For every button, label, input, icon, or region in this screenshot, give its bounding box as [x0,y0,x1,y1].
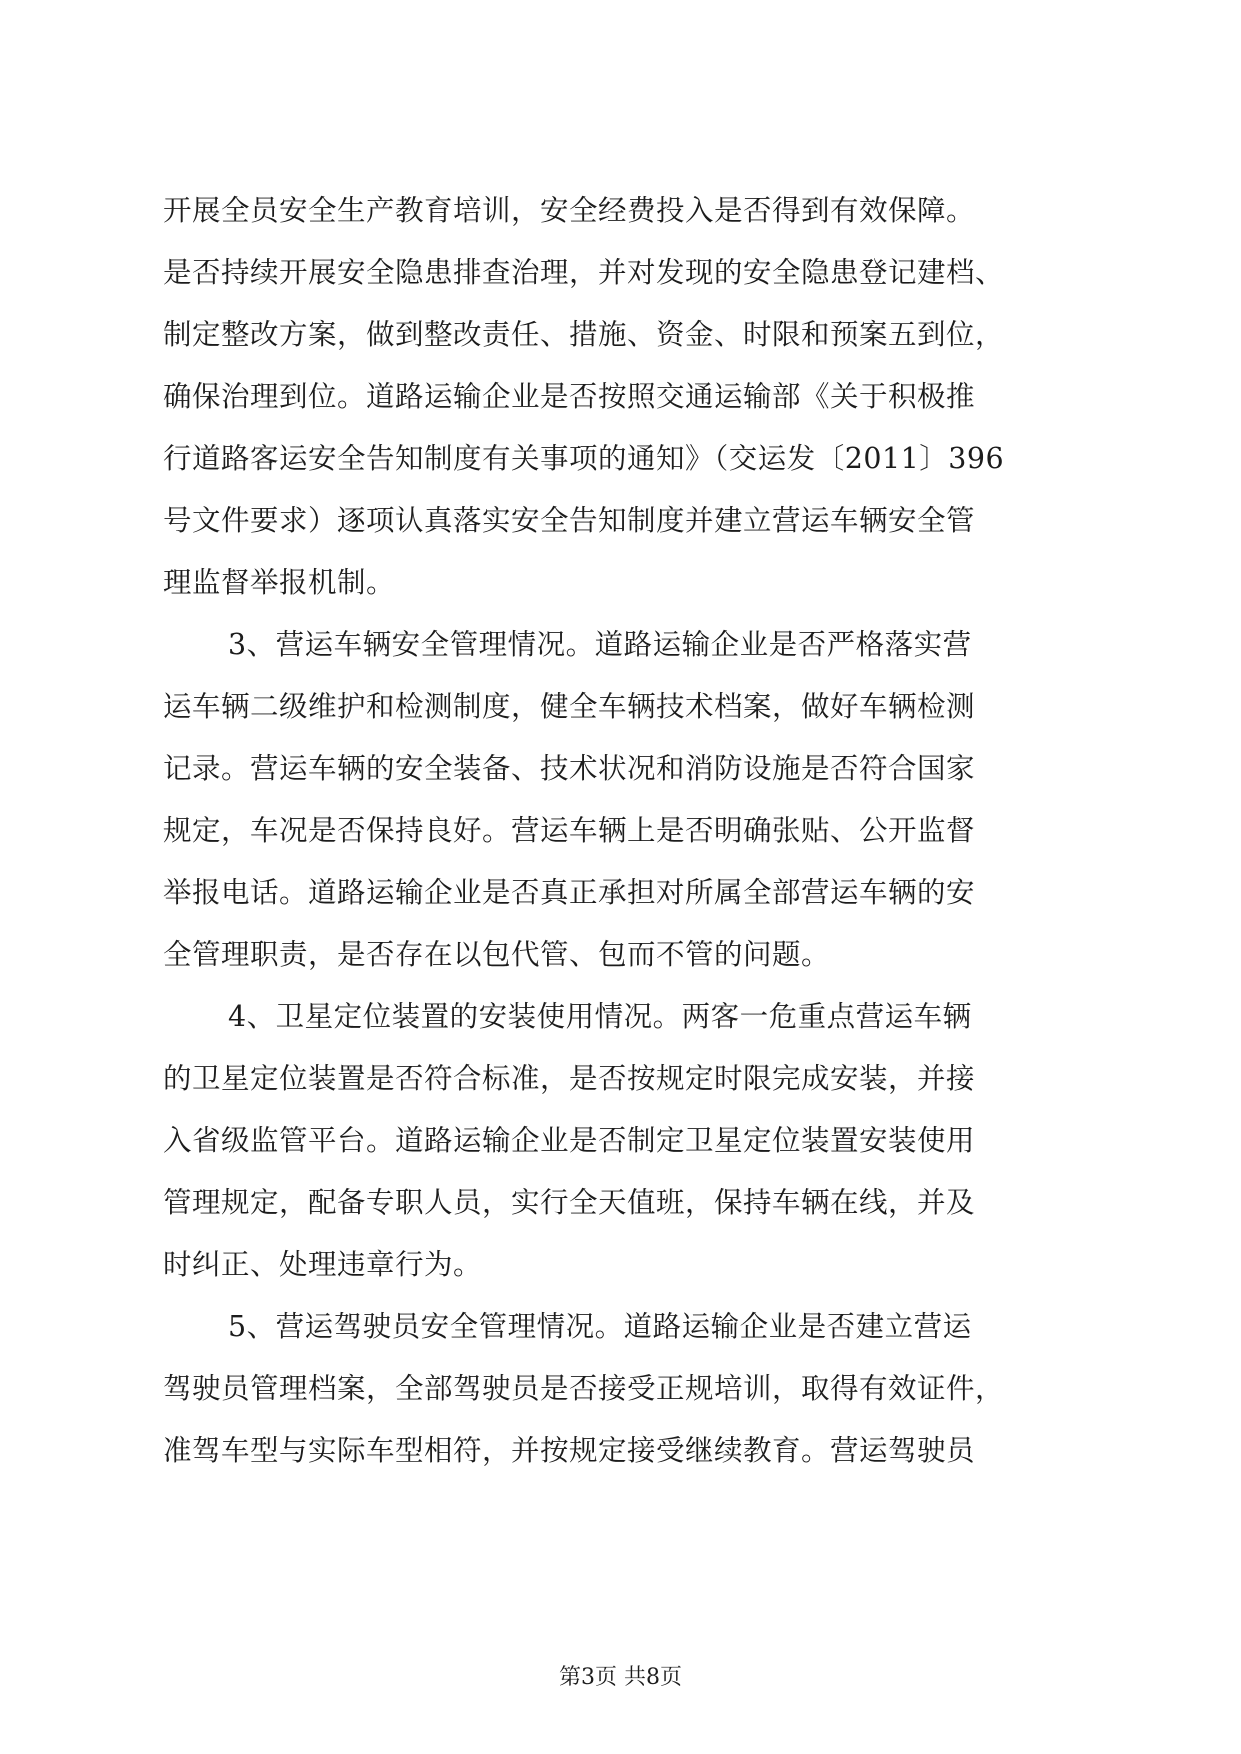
text-line: 4、卫星定位装置的安装使用情况。两客一危重点营运车辆 [228,1000,972,1033]
text-line: 入省级监管平台。道路运输企业是否制定卫星定位装置安装使用 [163,1124,976,1157]
text-line: 是否持续开展安全隐患排查治理，并对发现的安全隐患登记建档、 [163,256,1005,289]
text-line: 准驾车型与实际车型相符，并按规定接受继续教育。营运驾驶员 [163,1434,976,1467]
text-line: 记录。营运车辆的安全装备、技术状况和消防设施是否符合国家 [163,752,976,785]
page-number-footer: 第3页 共8页 [559,1665,682,1690]
text-line: 理监督举报机制。 [163,566,396,599]
text-line: 5、营运驾驶员安全管理情况。道路运输企业是否建立营运 [228,1310,972,1343]
text-line: 时纠正、处理违章行为。 [163,1248,483,1281]
text-line: 行道路客运安全告知制度有关事项的通知》（交运发〔2011〕396 [163,442,1005,475]
text-line: 的卫星定位装置是否符合标准，是否按规定时限完成安装，并接 [163,1062,976,1095]
text-line: 管理规定，配备专职人员，实行全天值班，保持车辆在线，并及 [163,1186,976,1219]
text-line: 全管理职责，是否存在以包代管、包而不管的问题。 [163,938,831,971]
text-line: 号文件要求）逐项认真落实安全告知制度并建立营运车辆安全管 [163,504,976,537]
text-line: 运车辆二级维护和检测制度，健全车辆技术档案，做好车辆检测 [163,690,976,723]
text-line: 制定整改方案，做到整改责任、措施、资金、时限和预案五到位， [163,318,1005,351]
text-line: 规定，车况是否保持良好。营运车辆上是否明确张贴、公开监督 [163,814,976,847]
text-line: 开展全员安全生产教育培训，安全经费投入是否得到有效保障。 [163,194,976,227]
text-line: 举报电话。道路运输企业是否真正承担对所属全部营运车辆的安 [163,876,976,909]
text-line: 确保治理到位。道路运输企业是否按照交通运输部《关于积极推 [163,380,976,413]
text-line: 3、营运车辆安全管理情况。道路运输企业是否严格落实营 [228,628,972,661]
text-line: 驾驶员管理档案，全部驾驶员是否接受正规培训，取得有效证件， [163,1372,1005,1405]
